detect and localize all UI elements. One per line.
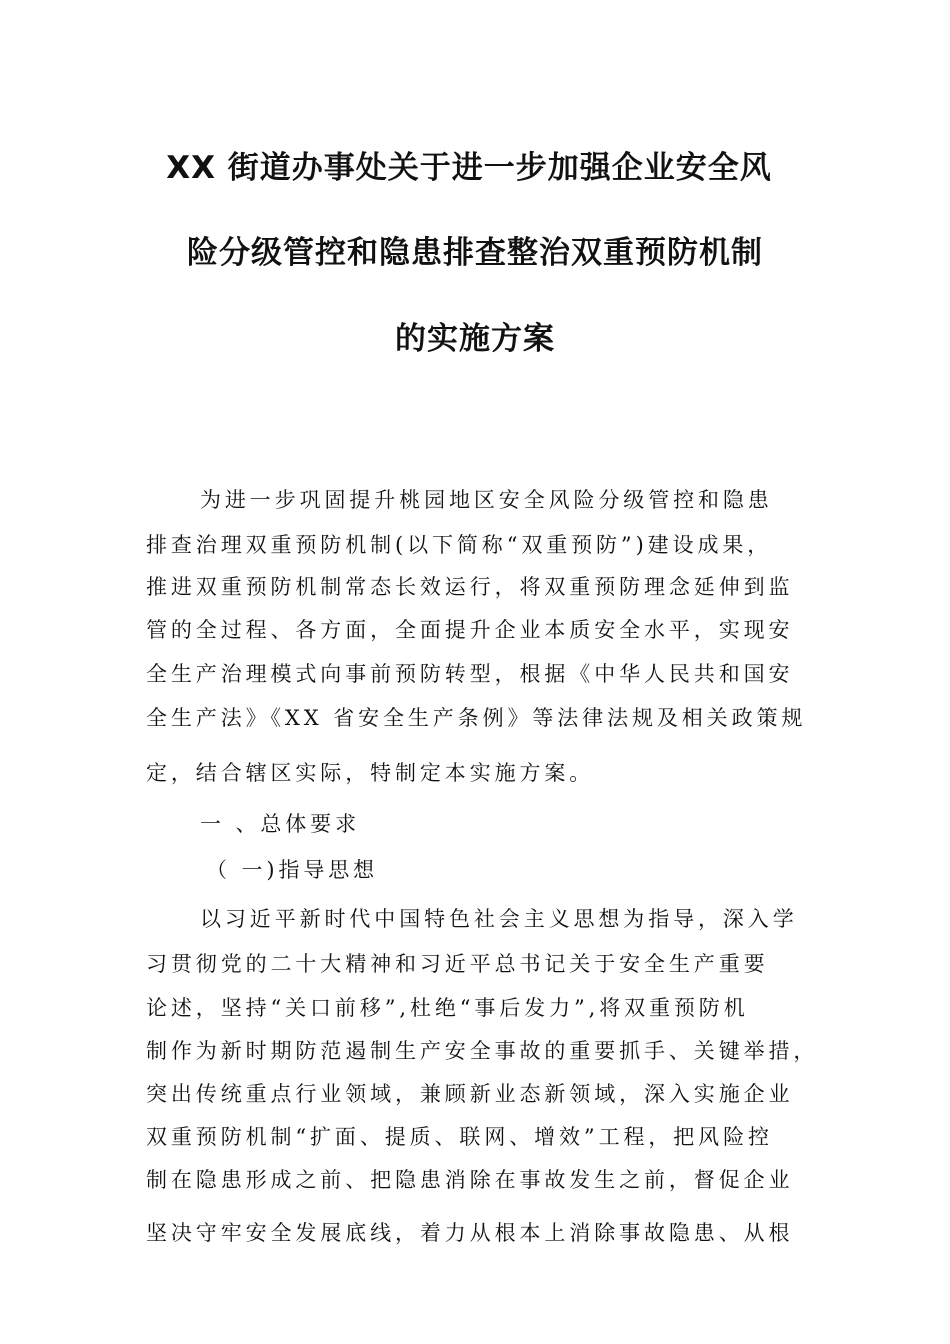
paragraph-line: 管的全过程、各方面，全面提升企业本质安全水平，实现安 (146, 618, 794, 642)
paragraph-line: 排查治理双重预防机制(以下简称“双重预防”)建设成果， (146, 533, 773, 557)
paragraph-line: 制在隐患形成之前、把隐患消除在事故发生之前，督促企业 (146, 1168, 794, 1192)
document-title-line-1: XX 街道办事处关于进一步加强企业安全风 (166, 150, 772, 186)
section-heading: 一 、总体要求 (200, 812, 360, 836)
paragraph-line: 习贯彻党的二十大精神和习近平总书记关于安全生产重要 (146, 952, 769, 976)
subsection-heading: （ 一)指导思想 (206, 858, 379, 882)
paragraph-line: 论述，坚持“关口前移”,杜绝“事后发力”,将双重预防机 (146, 996, 749, 1020)
document-title-line-3: 的实施方案 (395, 321, 555, 357)
paragraph-line: 全生产法》《XX 省安全生产条例》等法律法规及相关政策规 (146, 706, 807, 730)
paragraph-line: 以习近平新时代中国特色社会主义思想为指导，深入学 (200, 907, 798, 931)
paragraph-line: 双重预防机制“扩面、提质、联网、增效”工程，把风险控 (146, 1125, 773, 1149)
paragraph-line: 坚决守牢安全发展底线，着力从根本上消除事故隐患、从根 (146, 1221, 794, 1245)
paragraph-line: 突出传统重点行业领域，兼顾新业态新领域，深入实施企业 (146, 1082, 794, 1106)
paragraph-line: 推进双重预防机制常态长效运行，将双重预防理念延伸到监 (146, 575, 794, 599)
paragraph-line: 定，结合辖区实际，特制定本实施方案。 (146, 761, 595, 785)
paragraph-line: 全生产治理模式向事前预防转型，根据《中华人民共和国安 (146, 662, 794, 686)
paragraph-line: 为进一步巩固提升桃园地区安全风险分级管控和隐患 (200, 488, 773, 512)
paragraph-line: 制作为新时期防范遏制生产安全事故的重要抓手、关键举措， (146, 1039, 819, 1063)
document-title-line-2: 险分级管控和隐患排查整治双重预防机制 (187, 235, 763, 271)
